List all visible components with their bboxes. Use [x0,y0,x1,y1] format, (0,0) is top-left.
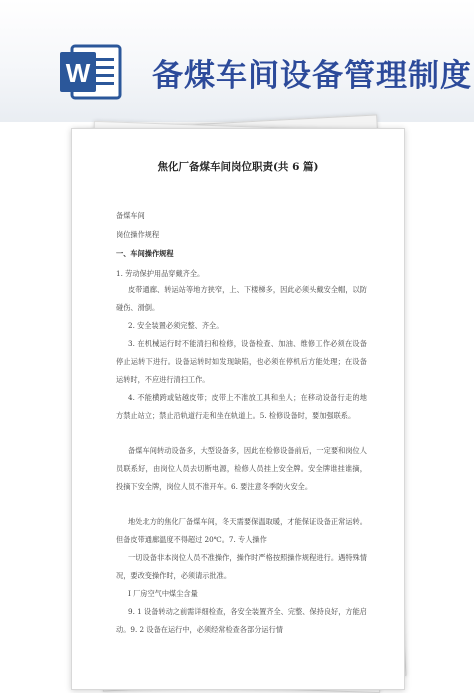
doc-paragraph: 备煤车间转动设备多，大型设备多，因此在检修设备前后，一定要和岗位人员联系好，由岗位人员去切断电源，检修人员挂上安全牌。安全牌谁挂谁摘，投摘下安全牌，岗位人员不准开车。6. 要注意冬季防火安全。 [116,446,367,491]
doc-line-procedure: 岗位操作规程 [116,230,160,239]
banner-title: 备煤车间设备管理制度 [152,58,472,94]
doc-paragraph: 皮带通廊、转运站等地方狭窄，上、下楼梯多，因此必须头戴安全帽，以防碰伤、滑倒。 [116,285,367,312]
document-title: 焦化厂备煤车间岗位职责(共 6 篇) [157,161,319,173]
doc-paragraph: 地处北方的焦化厂备煤车间，冬天需要保温取暖，才能保证设备正常运转。但备皮带通廊温度不得超过 20℃。7. 专人操作 [116,517,367,544]
word-icon-letter: W [65,58,91,88]
header-banner [0,0,474,122]
doc-paragraph: 4. 不能横跨或钻越皮带；皮带上不准放工具和坐人；在移动设备行走的地方禁止站立；禁止沿轨道行走和坐在轨道上。5. 检修设备时，要加强联系。 [116,393,367,420]
doc-paragraph: 2. 安全装置必须完整、齐全。 [128,321,224,330]
doc-section-heading: 一、车间操作规程 [116,249,174,258]
doc-line-item-1: 1. 劳动保护用品穿戴齐全。 [116,269,205,278]
doc-paragraph: 一切设备非本岗位人员不准操作，操作时严格按照操作规程进行。遇特殊情况，要改变操作时，必须请示批准。 [116,553,367,580]
doc-paragraph: 3. 在机械运行时不能清扫和检修，设备检查、加油、维修工作必须在设备停止运转下进行。设备运转时如发现缺陷，也必须在停机后方能处理；在设备运转时，不应进行清扫工作。 [116,339,367,384]
doc-paragraph: 9. 1 设备转动之前需详细检查，各安全装置齐全、完整、保持良好，方能启动。9. 2 设备在运行中，必须经常检查各部分运行情 [116,607,367,634]
word-document-icon [58,44,124,100]
doc-line-workshop: 备煤车间 [116,211,145,220]
document-page [71,128,405,690]
doc-paragraph: Ⅰ 厂房空气中煤尘含量 [128,589,198,598]
